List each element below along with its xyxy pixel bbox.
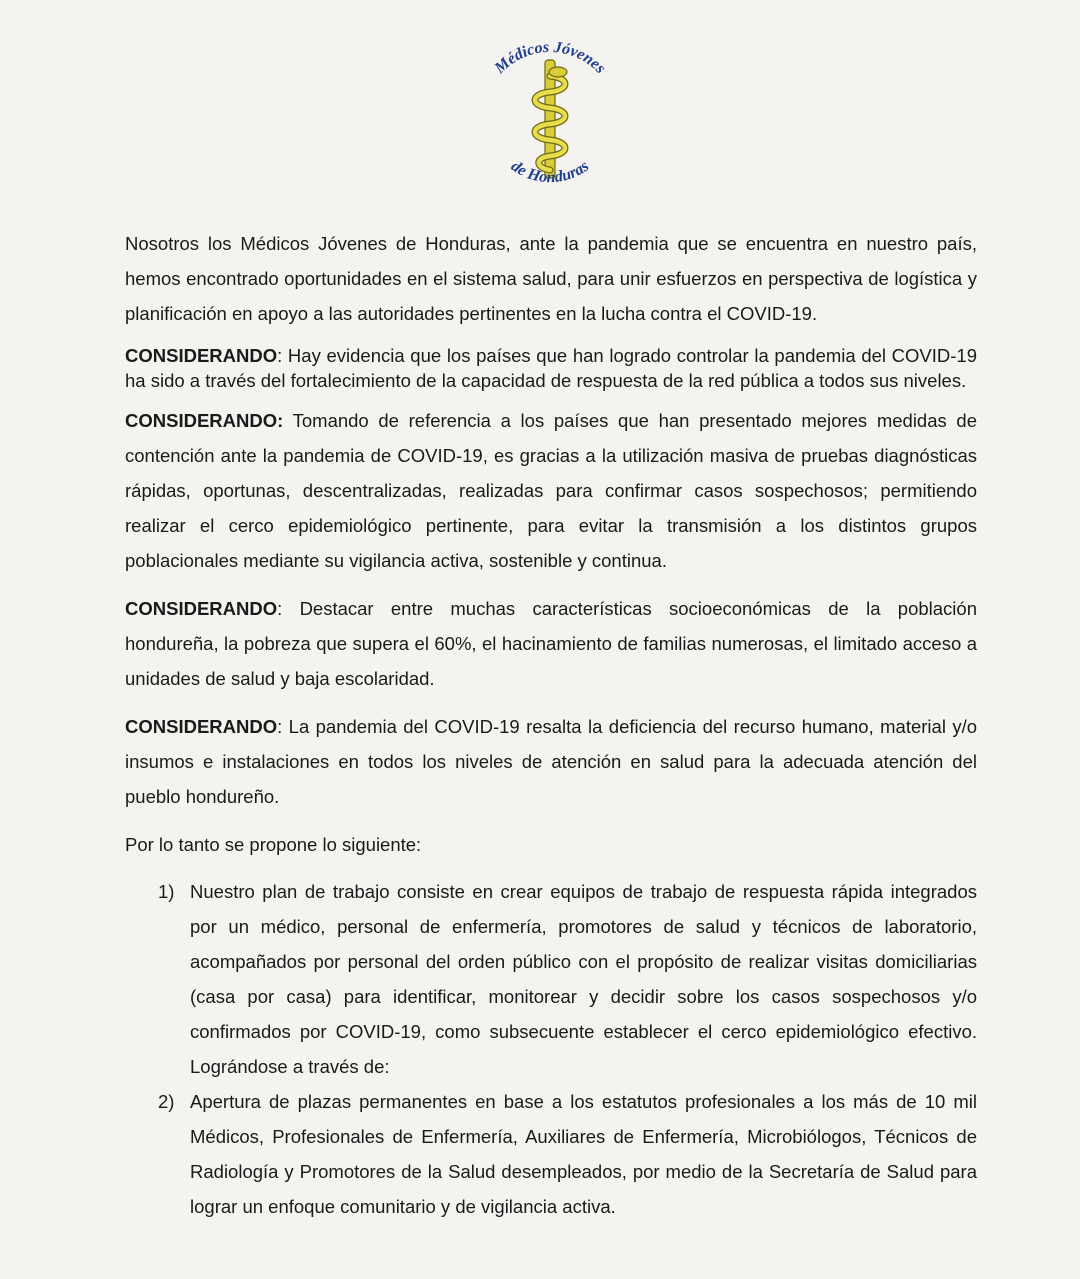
- considerando-paragraph: [125, 403, 977, 578]
- proposal-list: [125, 874, 977, 1224]
- considerando-paragraph: [125, 709, 977, 814]
- document-body: [125, 226, 977, 1224]
- propose-line: Por lo tanto se propone lo siguiente:: [125, 834, 422, 855]
- considerando-heading: CONSIDERANDO:: [125, 410, 284, 431]
- considerando-paragraph: [125, 344, 977, 393]
- logo-text-bottom: de Honduras: [507, 157, 593, 187]
- considerando-text: Hay evidencia que los países que han logrado controlar la pandemia del COVID-19 ha sido a través del fortalecimiento de la capacidad de respuesta de la red pública a todos sus niveles.: [125, 345, 977, 391]
- considerando-text: La pandemia del COVID-19 resalta la deficiencia del recurso humano, material y/o insumos e instalaciones en todos los niveles de atención en salud para la adecuada atención del pueblo hondureño.: [125, 716, 977, 807]
- proposal-number: 2): [158, 1091, 175, 1112]
- intro-paragraph: Nosotros los Médicos Jóvenes de Honduras, ante la pandemia que se encuentra en nuestro país, hemos encontrado oportunidades en el sistema salud, para unir esfuerzos en perspectiva de logística y planificación en apoyo a las autoridades pertinentes en la lucha contra el COVID-19.: [125, 233, 977, 324]
- considerando-colon: :: [277, 716, 283, 737]
- considerando-text: Tomando de referencia a los países que han presentado mejores medidas de contención ante la pandemia de COVID-19, es gracias a la utilización masiva de pruebas diagnósticas rápidas, oportunas, descentralizadas, realizadas para confirmar casos sospechosos; permitiendo realizar el cerco epidemiológico pertinente, para evitar la transmisión a los distintos grupos poblacionales mediante su vigilancia activa, sostenible y continua.: [125, 410, 977, 571]
- considerando-colon: :: [277, 345, 283, 366]
- proposal-item: [125, 874, 977, 1084]
- rod-of-asclepius-icon: [535, 60, 567, 178]
- considerando-heading: CONSIDERANDO: [125, 716, 278, 737]
- considerando-paragraph: [125, 591, 977, 696]
- considerando-heading: CONSIDERANDO: [125, 345, 278, 366]
- proposal-text: Nuestro plan de trabajo consiste en crear equipos de trabajo de respuesta rápida integrados por un médico, personal de enfermería, promotores de salud y técnicos de laboratorio, acompañados por personal del orden público con el propósito de realizar visitas domiciliarias (casa por casa) para identificar, monitorear y decidir sobre los casos sospechosos y/o confirmados por COVID-19, como subsecuente establecer el cerco epidemiológico efectivo. Lográndose a través de:: [190, 881, 977, 1077]
- considerando-heading: CONSIDERANDO: [125, 598, 278, 619]
- considerando-colon: :: [277, 598, 283, 619]
- proposal-item: [125, 1084, 977, 1224]
- considerando-text: Destacar entre muchas características socioeconómicas de la población hondureña, la pobreza que supera el 60%, el hacinamiento de familias numerosas, el limitado acceso a unidades de salud y baja escolaridad.: [125, 598, 977, 689]
- proposal-number: 1): [158, 881, 175, 902]
- logo-text-top: Médicos Jóvenes: [491, 38, 609, 78]
- medicos-jovenes-logo: [470, 26, 630, 206]
- proposal-text: Apertura de plazas permanentes en base a los estatutos profesionales a los más de 10 mil Médicos, Profesionales de Enfermería, Auxiliares de Enfermería, Microbiólogos, Técnicos de Radiología y Promotores de la Salud desempleados, por medio de la Secretaría de Salud para lograr un enfoque comunitario y de vigilancia activa.: [190, 1091, 977, 1217]
